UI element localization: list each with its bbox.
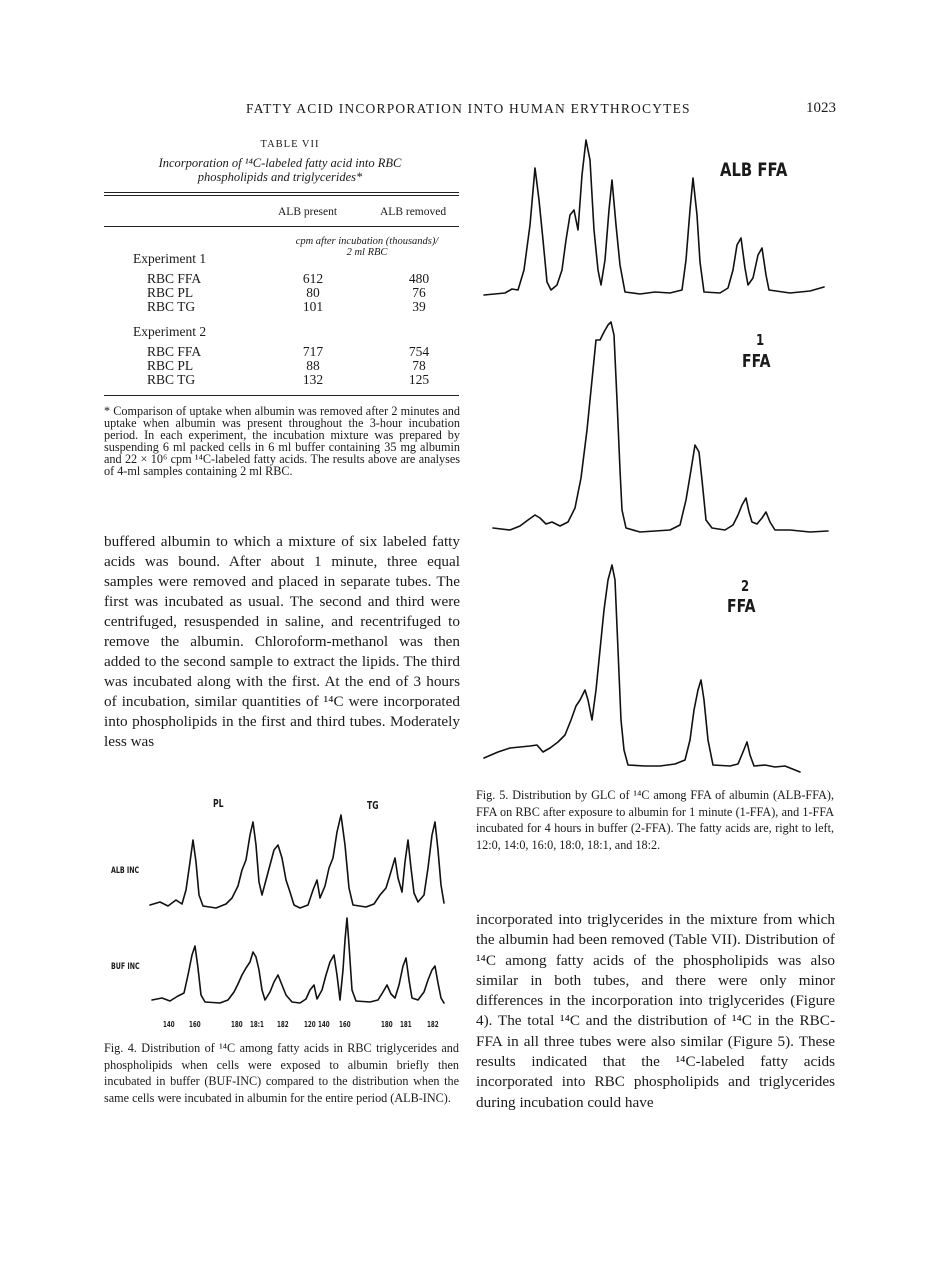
chromatogram-alb-inc (150, 815, 444, 908)
label-alb-ffa: ALB FFA (720, 159, 788, 181)
figure-4-caption: Fig. 4. Distribution of ¹⁴C among fatty acids in RBC triglycerides and phospholipids when cells were exposed to albumin briefly then incubated in buffer (BUF-INC) compared to the distribution when the same cells were incubated in albumin for the entire period (ALB-INC). (104, 1041, 459, 1106)
figure-5-caption: Fig. 5. Distribution by GLC of ¹⁴C among FFA of albumin (ALB-FFA), FFA on RBC after exposure to albumin for 1 minute (1-FFA), and 1-FFA incubated for 4 hours in buffer (2-FFA). The fatty acids are, right to left, 12:0, 14:0, 16:0, 18:0, 18:1, and 18:2. (476, 788, 834, 853)
cell-value: 101 (302, 299, 324, 314)
body-text-left: buffered albumin to which a mixture of six labeled fatty acids was bound. After about 1 minute, three equal samples were removed and placed in separate tubes. The first was incubated as usual. The second and third were centrifuged, resuspended in saline, and recentrifuged to remove the albumin. Chloroform-methanol was then added to the second sample to extract the lipids. The third was incubated along with the first. At the end of 3 hours of incubation, similar quantities of ¹⁴C were incorporated into phospholipids in the first and third tubes. Moderately less was (104, 533, 460, 750)
experiment-1-label: Experiment 1 (133, 251, 207, 266)
label-tg: TG (367, 799, 379, 812)
label-alb-inc: ALB INC (111, 866, 140, 876)
chromatogram-buf-inc (152, 918, 444, 1003)
label-pl: PL (213, 797, 224, 810)
cell-value: 480 (408, 271, 430, 286)
cell-value: 612 (302, 271, 324, 286)
axis-tick: 18:1 (250, 1020, 264, 1029)
cell-value: 76 (412, 285, 426, 300)
units-line2: 2 ml RBC (346, 247, 388, 258)
axis-tick: 160 (189, 1020, 201, 1029)
row-label: RBC PL (147, 285, 194, 300)
row-label: RBC TG (147, 299, 196, 314)
cell-value: 132 (302, 372, 324, 387)
row-label: RBC FFA (147, 271, 202, 286)
cell-value: 88 (306, 358, 320, 373)
column-header-alb-removed: ALB removed (380, 206, 447, 218)
axis-tick: 140 (318, 1020, 330, 1029)
units-line1: cpm after incubation (thousands)/ (295, 236, 439, 247)
axis-tick: 160 (339, 1020, 351, 1029)
cell-value: 754 (408, 344, 430, 359)
axis-tick: 182 (277, 1020, 289, 1029)
axis-tick: 180 (381, 1020, 393, 1029)
label-buf-inc: BUF INC (111, 962, 140, 972)
axis-tick: 182 (427, 1020, 439, 1029)
cell-value: 125 (408, 372, 430, 387)
table-footnote: * Comparison of uptake when albumin was removed after 2 minutes and uptake when albumin was present throughout the 3-hour incubation period. In each experiment, the incubation mixture was prepared by suspending 6 ml packed cells in 6 ml buffer containing 35 mg albumin and 22 × 10⁶ cpm ¹⁴C-labeled fatty acids. The results above are analyses of 4-ml samples containing 2 ml RBC. (104, 404, 460, 478)
chromatogram-1-ffa (493, 322, 828, 532)
body-text-right: incorporated into triglycerides in the mixture from which the albumin had been removed (Table VII). Distribution of ¹⁴C among fatty acids of the phospholipids was also similar in both tubes, and there were only minor differences in the incorporation into triglycerides (Figure 4). The total ¹⁴C and the distribution of ¹⁴C in the RBC-FFA in all three tubes were also similar (Figure 5). These results indicated that the ¹⁴C-labeled fatty acids incorporated into RBC phospholipids and triglycerides during incubation could have (476, 911, 835, 1111)
running-header: FATTY ACID INCORPORATION INTO HUMAN ERYTHROCYTES (246, 101, 691, 116)
axis-tick: 140 (163, 1020, 175, 1029)
cell-value: 78 (412, 358, 426, 373)
cell-value: 80 (306, 285, 320, 300)
table-caption-line2: phospholipids and triglycerides* (197, 170, 363, 184)
axis-tick: 181 (400, 1020, 412, 1029)
row-label: RBC TG (147, 372, 196, 387)
cell-value: 39 (412, 299, 426, 314)
cell-value: 717 (302, 344, 324, 359)
row-label: RBC FFA (147, 344, 202, 359)
label-2: 2 (741, 577, 750, 595)
label-ffa-2: FFA (727, 596, 756, 617)
label-1: 1 (756, 331, 765, 349)
row-label: RBC PL (147, 358, 194, 373)
table-caption-line1: Incorporation of ¹⁴C-labeled fatty acid into RBC (158, 156, 402, 170)
page-number: 1023 (806, 100, 836, 116)
table-label: TABLE VII (260, 139, 320, 150)
axis-tick: 120 (304, 1020, 316, 1029)
axis-tick: 180 (231, 1020, 243, 1029)
experiment-2-label: Experiment 2 (133, 324, 207, 339)
column-header-alb-present: ALB present (278, 206, 338, 218)
label-ffa-1: FFA (742, 351, 771, 372)
